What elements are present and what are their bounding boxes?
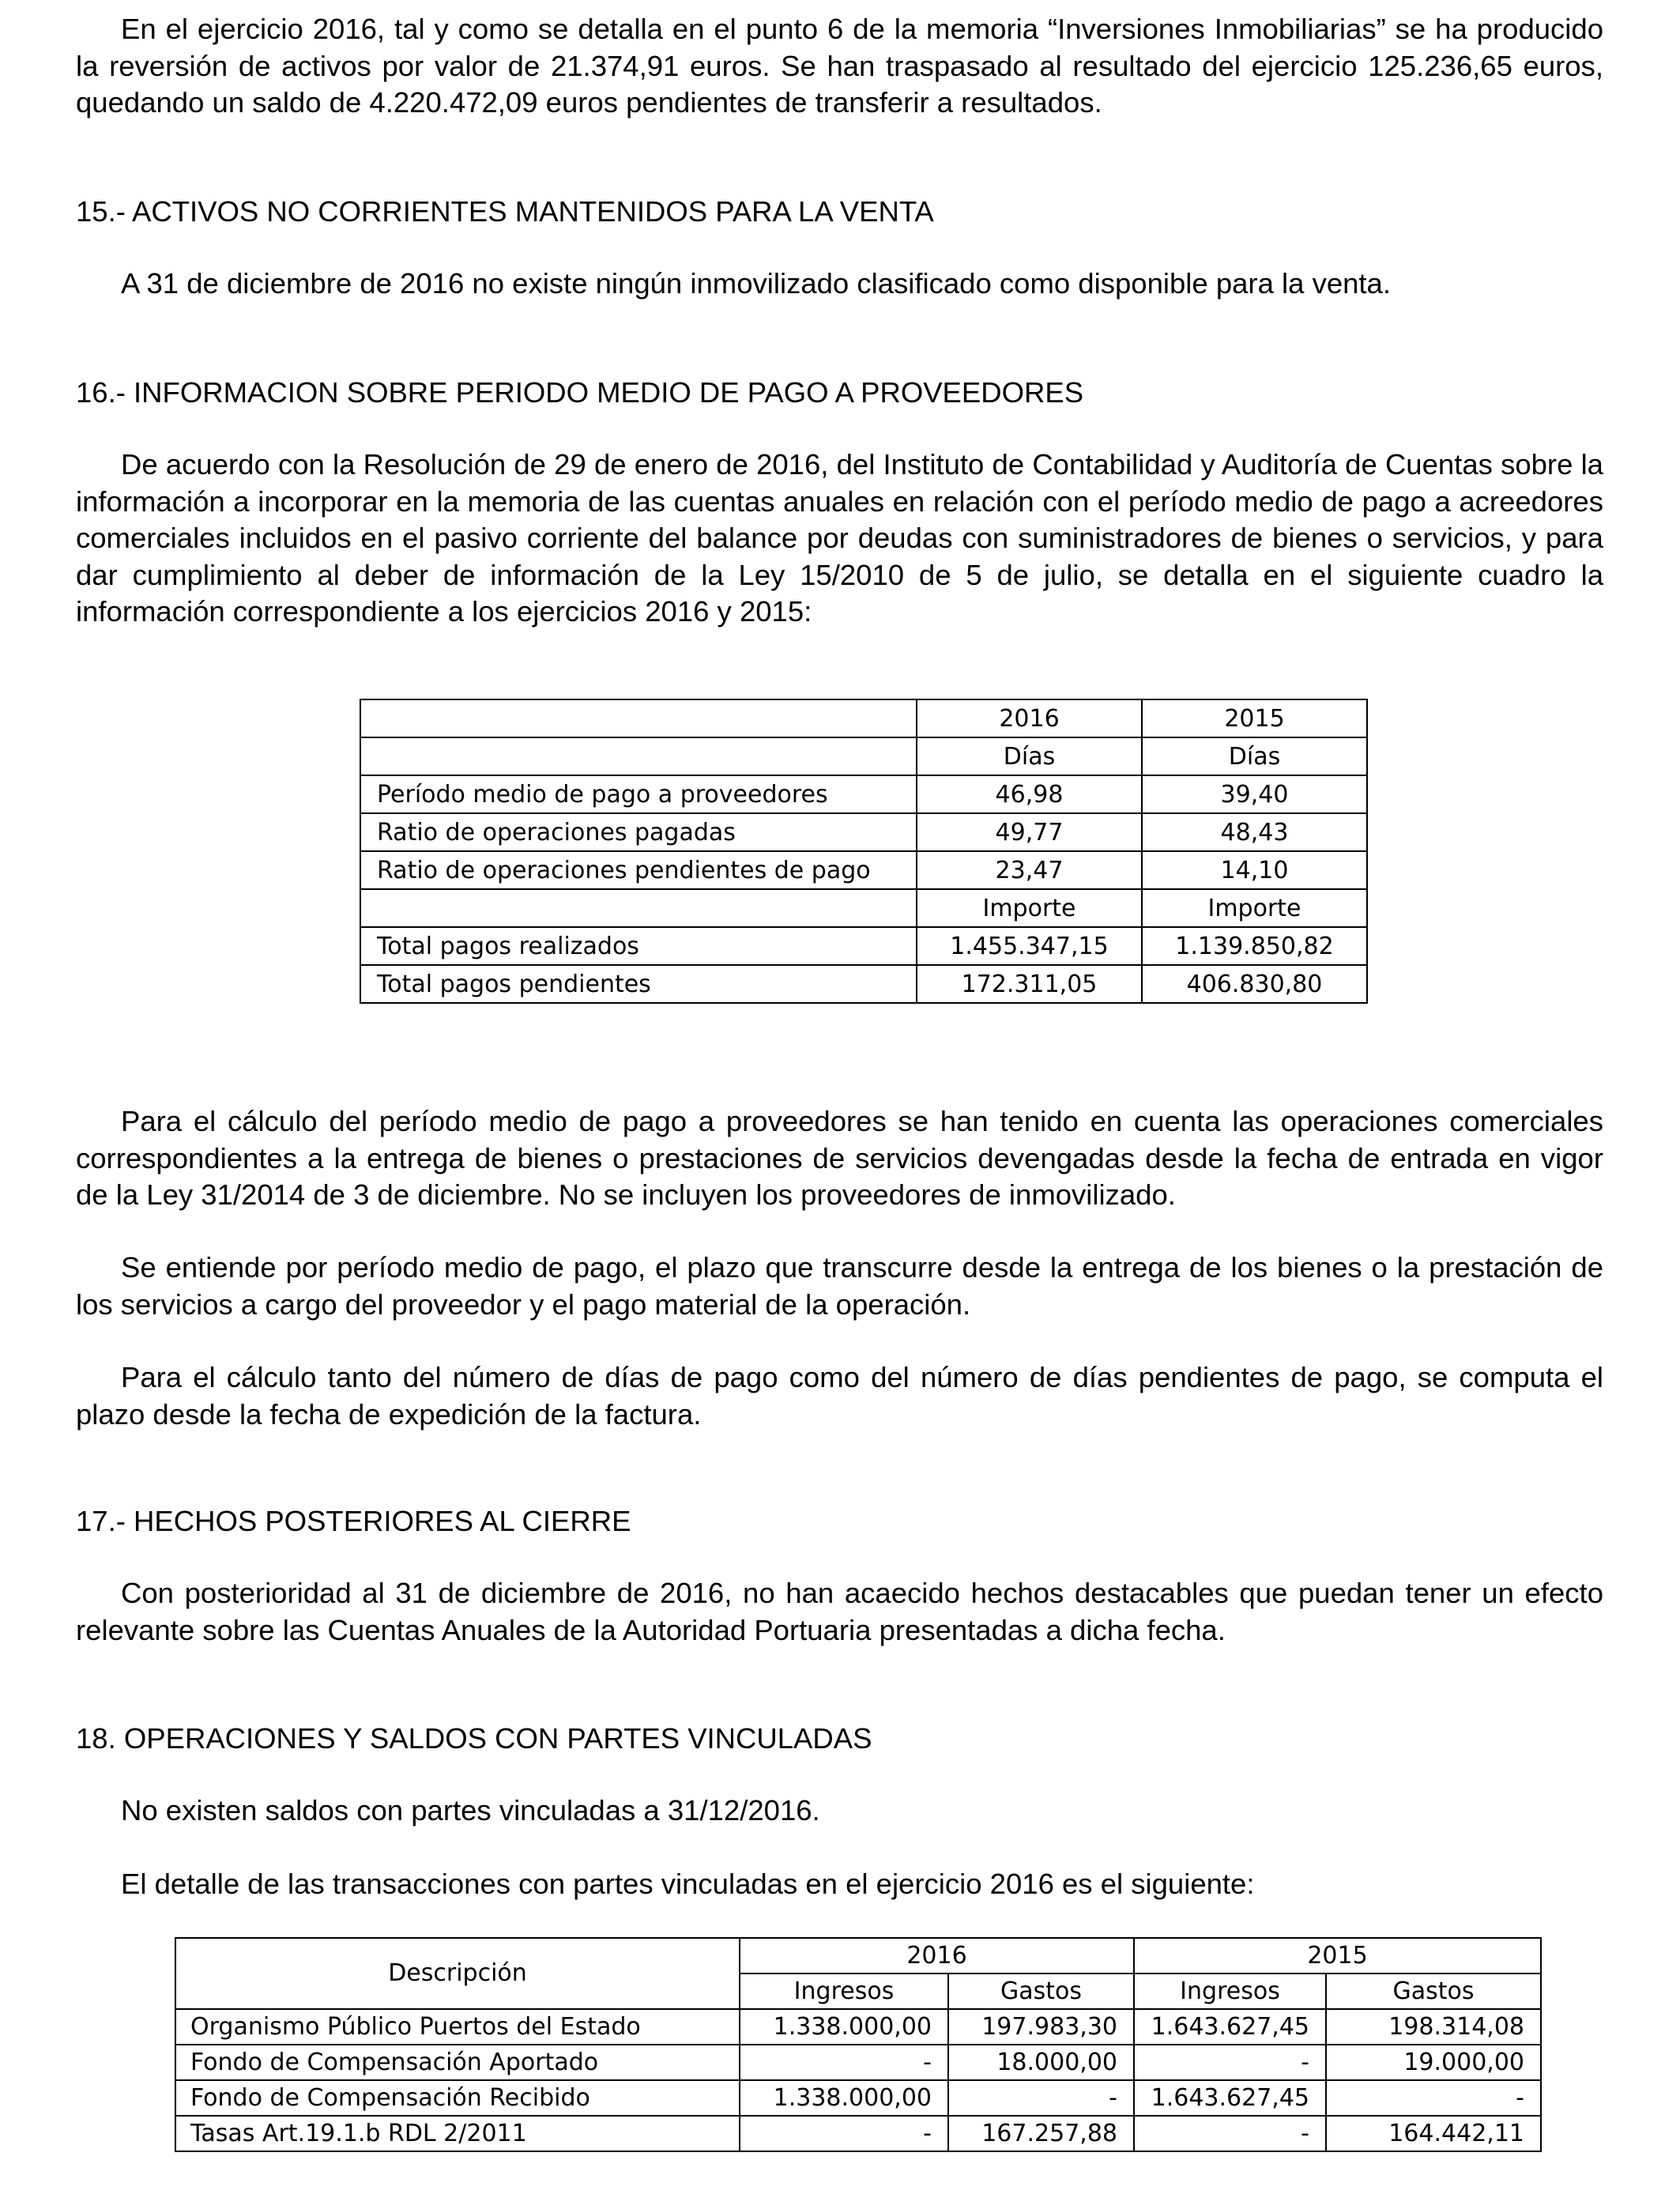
section-18-title: 18. OPERACIONES Y SALDOS CON PARTES VINCULADAS [76, 1722, 872, 1755]
section-17-paragraph: Con posterioridad al 31 de diciembre de 2016, no han acaecido hechos destacables que puedan tener un efecto relevante sobre las Cuentas Anuales de la Autoridad Portuaria presentadas a dicha fecha. [76, 1577, 1603, 1646]
row-label: Organismo Público Puertos del Estado [175, 2009, 740, 2045]
payment-period-table [360, 699, 1368, 1004]
row-label: Ratio de operaciones pagadas [360, 813, 917, 851]
unit-header-days-2015: Días [1142, 737, 1367, 775]
section-15-title: 15.- ACTIVOS NO CORRIENTES MANTENIDOS PARA LA VENTA [76, 195, 934, 228]
section-18-paragraph-2: El detalle de las transacciones con partes vinculadas en el ejercicio 2016 es el siguiente: [121, 1868, 1255, 1900]
ingresos-2015: 1.643.627,45 [1134, 2080, 1326, 2116]
value-2015: 1.139.850,82 [1142, 927, 1367, 965]
ingresos-2016: 1.338.000,00 [740, 2080, 948, 2116]
section-16-paragraph: De acuerdo con la Resolución de 29 de enero de 2016, del Instituto de Contabilidad y Auditoría de Cuentas sobre la información a incorporar en la memoria de las cuentas anuales en relación con el período medio de pago a acreedores comerciales incluidos en el pasivo corriente del balance por deudas con suministradores de bienes o servicios, y para dar cumplimiento al deber de información de la Ley 15/2010 de 5 de julio, se detalla en el siguiente cuadro la información correspondiente a los ejercicios 2016 y 2015: [76, 448, 1603, 628]
table-cell-empty [360, 737, 917, 775]
section-16-title: 16.- INFORMACION SOBRE PERIODO MEDIO DE PAGO A PROVEEDORES [76, 376, 1084, 409]
gastos-header-2015: Gastos [1326, 1973, 1541, 2009]
gastos-2015: 198.314,08 [1326, 2009, 1541, 2045]
value-2016: 46,98 [917, 775, 1142, 813]
section-16-paragraph-4: Para el cálculo tanto del número de días de pago como del número de días pendientes de pago, se computa el plazo desde la fecha de expedición de la factura. [76, 1361, 1603, 1431]
row-label: Ratio de operaciones pendientes de pago [360, 851, 917, 889]
unit-header-amount-2016: Importe [917, 889, 1142, 927]
intro-paragraph: En el ejercicio 2016, tal y como se detalla en el punto 6 de la memoria “Inversiones Inmobiliarias” se ha producido la reversión de activos por valor de 21.374,91 euros. Se han traspasado al resultado del ejercicio 125.236,65 euros, quedando un saldo de 4.220.472,09 euros pendientes de transferir a resultados. [76, 13, 1603, 119]
table-row [360, 699, 1367, 737]
row-label: Fondo de Compensación Aportado [175, 2045, 740, 2080]
unit-header-amount-2015: Importe [1142, 889, 1367, 927]
row-label: Total pagos pendientes [360, 965, 917, 1003]
gastos-2016: - [948, 2080, 1134, 2116]
table-row [360, 927, 1367, 965]
gastos-2015: 19.000,00 [1326, 2045, 1541, 2080]
value-2016: 49,77 [917, 813, 1142, 851]
row-label: Fondo de Compensación Recibido [175, 2080, 740, 2116]
section-17-title: 17.- HECHOS POSTERIORES AL CIERRE [76, 1505, 631, 1537]
ingresos-2015: - [1134, 2045, 1326, 2080]
gastos-2016: 18.000,00 [948, 2045, 1134, 2080]
column-header-2016: 2016 [917, 699, 1142, 737]
table-cell-empty [360, 889, 917, 927]
value-2015: 14,10 [1142, 851, 1367, 889]
row-label: Total pagos realizados [360, 927, 917, 965]
value-2016: 23,47 [917, 851, 1142, 889]
column-header-2015: 2015 [1142, 699, 1367, 737]
value-2015: 48,43 [1142, 813, 1367, 851]
ingresos-2015: - [1134, 2116, 1326, 2151]
ingresos-2016: 1.338.000,00 [740, 2009, 948, 2045]
table-row [360, 775, 1367, 813]
column-header-2016: 2016 [740, 1938, 1134, 1973]
table-row [360, 965, 1367, 1003]
row-label: Tasas Art.19.1.b RDL 2/2011 [175, 2116, 740, 2151]
gastos-2016: 197.983,30 [948, 2009, 1134, 2045]
table-row [175, 2009, 1541, 2045]
ingresos-2016: - [740, 2045, 948, 2080]
gastos-2015: 164.442,11 [1326, 2116, 1541, 2151]
value-2016: 1.455.347,15 [917, 927, 1142, 965]
gastos-2016: 167.257,88 [948, 2116, 1134, 2151]
section-16-paragraph-3: Se entiende por período medio de pago, el plazo que transcurre desde la entrega de los bienes o la prestación de los servicios a cargo del proveedor y el pago material de la operación. [76, 1251, 1603, 1321]
gastos-2015: - [1326, 2080, 1541, 2116]
table-row [175, 2080, 1541, 2116]
ingresos-header-2015: Ingresos [1134, 1973, 1326, 2009]
table-row [360, 889, 1367, 927]
ingresos-2016: - [740, 2116, 948, 2151]
gastos-header-2016: Gastos [948, 1973, 1134, 2009]
table-cell-empty [360, 699, 917, 737]
table-row [175, 2045, 1541, 2080]
related-parties-table [175, 1937, 1542, 2152]
column-header-2015: 2015 [1134, 1938, 1541, 1973]
table-row [175, 2116, 1541, 2151]
section-15-paragraph: A 31 de diciembre de 2016 no existe ningún inmovilizado clasificado como disponible para la venta. [121, 267, 1391, 300]
ingresos-2015: 1.643.627,45 [1134, 2009, 1326, 2045]
table-row [360, 851, 1367, 889]
ingresos-header-2016: Ingresos [740, 1973, 948, 2009]
value-2015: 406.830,80 [1142, 965, 1367, 1003]
description-header: Descripción [175, 1938, 740, 2009]
table-row [175, 1938, 1541, 1973]
table-row [360, 813, 1367, 851]
row-label: Período medio de pago a proveedores [360, 775, 917, 813]
section-16-paragraph-2: Para el cálculo del período medio de pago a proveedores se han tenido en cuenta las operaciones comerciales correspondientes a la entrega de bienes o prestaciones de servicios devengadas desde la fecha de entrada en vigor de la Ley 31/2014 de 3 de diciembre. No se incluyen los proveedores de inmovilizado. [76, 1105, 1603, 1211]
value-2015: 39,40 [1142, 775, 1367, 813]
unit-header-days-2016: Días [917, 737, 1142, 775]
section-18-paragraph-1: No existen saldos con partes vinculadas a 31/12/2016. [121, 1794, 820, 1826]
value-2016: 172.311,05 [917, 965, 1142, 1003]
table-row [360, 737, 1367, 775]
